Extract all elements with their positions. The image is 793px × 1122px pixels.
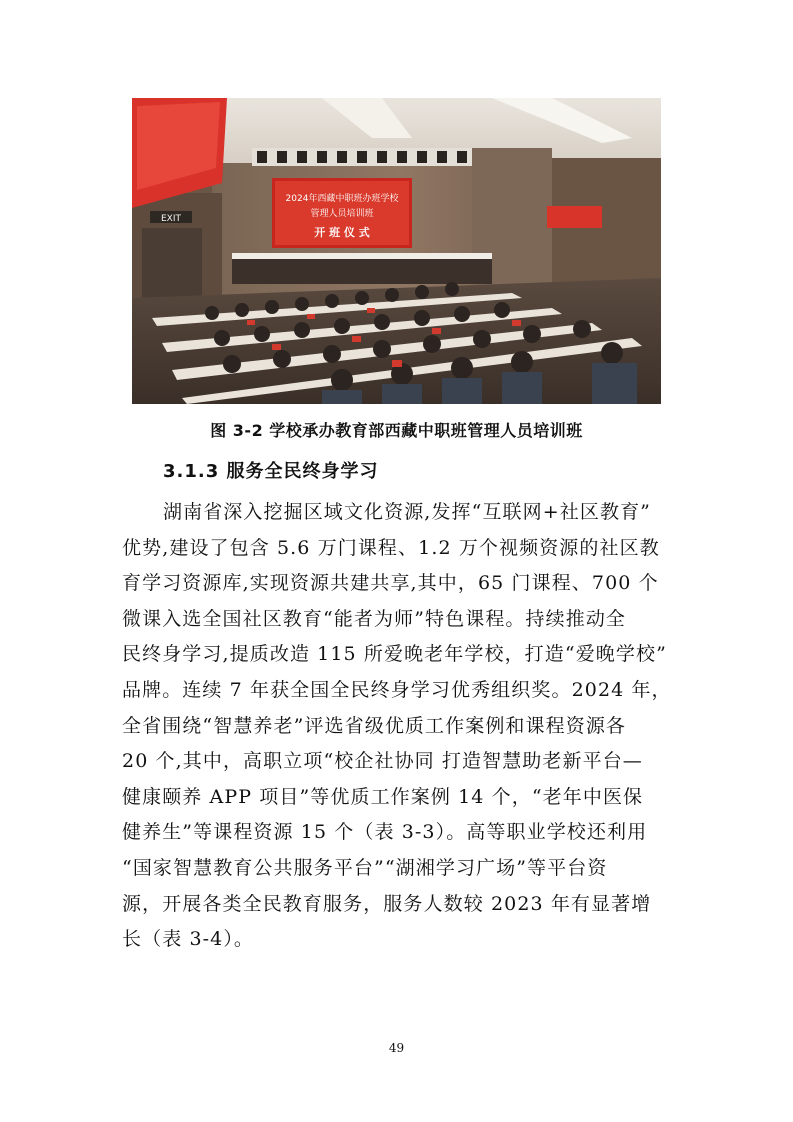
training-class-photo xyxy=(132,98,661,404)
page-number: 49 xyxy=(388,1041,405,1055)
paragraph-line: 湖南省深入挖掘区域文化资源,发挥“互联网+社区教育” xyxy=(163,501,651,523)
paragraph-line: 育学习资源库,实现资源共建共享,其中，65 门课程、700 个 xyxy=(122,572,659,595)
photo-illustration xyxy=(132,98,661,404)
paragraph-line: 源，开展各类全民教育服务，服务人数较 2023 年有显著增 xyxy=(122,892,652,915)
paragraph-line: 长（表 3-4）。 xyxy=(122,928,255,951)
paragraph-line: “国家智慧教育公共服务平台”“湖湘学习广场”等平台资 xyxy=(122,856,608,879)
paragraph-line: 微课入选全国社区教育“能者为师”特色课程。持续推动全 xyxy=(122,607,627,630)
paragraph-line: 优势,建设了包含 5.6 万门课程、1.2 万个视频资源的社区教 xyxy=(122,536,660,559)
paragraph-line: 20 个,其中，高职立项“校企社协同 打造智慧助老新平台— xyxy=(122,750,643,773)
paragraph-line: 品牌。连续 7 年获全国全民终身学习优秀组织奖。2024 年， xyxy=(122,678,672,701)
paragraph-line: 健养生”等课程资源 15 个（表 3-3）。高等职业学校还利用 xyxy=(122,821,648,844)
body-paragraph xyxy=(122,495,674,958)
exit-sign: EXIT xyxy=(160,214,182,224)
banner-line-2: 管理人员培训班 xyxy=(310,209,374,219)
banner-line-1: 2024年西藏中职班办班学校 xyxy=(285,194,399,204)
figure-caption: 图 3-2 学校承办教育部西藏中职班管理人员培训班 xyxy=(210,421,583,440)
paragraph-line: 全省围绕“智慧养老”评选省级优质工作案例和课程资源各 xyxy=(122,714,627,737)
banner-line-3: 开 班 仪 式 xyxy=(314,226,370,239)
paragraph-line: 民终身学习,提质改造 115 所爱晚老年学校，打造“爱晚学校” xyxy=(122,643,667,666)
paragraph-line: 健康颐养 APP 项目”等优质工作案例 14 个，“老年中医保 xyxy=(122,785,644,808)
section-heading: 3.1.3 服务全民终身学习 xyxy=(163,461,379,482)
